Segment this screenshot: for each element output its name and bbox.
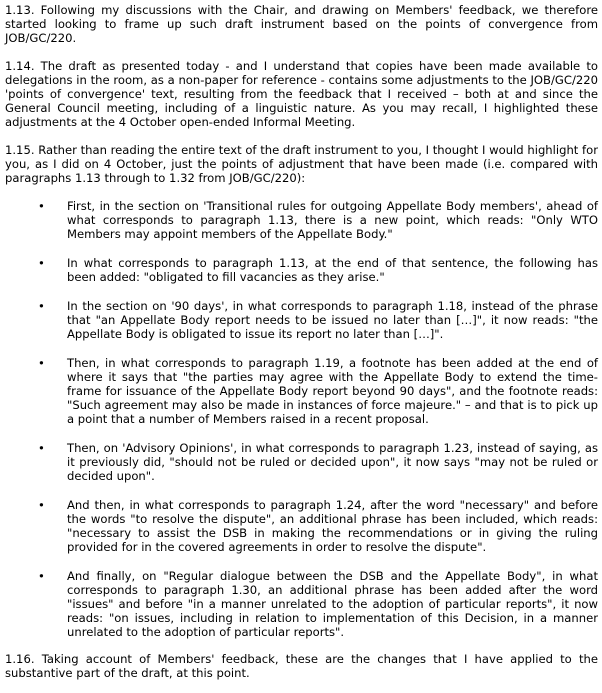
- list-item: [5, 256, 598, 284]
- adjustments-list: [5, 199, 598, 639]
- bullet-icon: •: [38, 256, 45, 270]
- list-item: [5, 498, 598, 554]
- bullet-icon: •: [38, 569, 45, 583]
- list-item-text: And then, in what corresponds to paragraph 1.24, after the word "necessary" and before the words "to resolve the dispute", an additional phrase has been included, which reads: "necessary to assist the DSB in making the recommendations or in giving the ruling provided for in the covered agreements in order to resolve the dispute".: [67, 498, 598, 554]
- list-item-text: In what corresponds to paragraph 1.13, at the end of that sentence, the following has been added: "obligated to fill vacancies as they arise.": [67, 256, 598, 284]
- bullet-icon: •: [38, 498, 45, 512]
- paragraph-1-15: 1.15. Rather than reading the entire text of the draft instrument to you, I thought I would highlight for you, as I did on 4 October, just the points of adjustment that have been made (i.e. compared with paragraphs 1.13 through to 1.32 from JOB/GC/220):: [5, 143, 598, 185]
- paragraph-1-16: 1.16. Taking account of Members' feedback, these are the changes that I have applied to the substantive part of the draft, at this point.: [5, 652, 598, 680]
- list-item-text: And finally, on "Regular dialogue between the DSB and the Appellate Body", in what corresponds to paragraph 1.30, an additional phrase has been added after the word "issues" and before "in a manner unrelated to the adoption of particular reports", it now reads: "on issues, including in relation to implementation of this Decision, in a manner unrelated to the adoption of particular reports".: [67, 569, 598, 639]
- bullet-icon: •: [38, 441, 45, 455]
- list-item: [5, 441, 598, 483]
- list-item-text: First, in the section on 'Transitional rules for outgoing Appellate Body members', ahead of what corresponds to paragraph 1.13, there is a new point, which reads: "Only WTO Members may appoint members of the Appellate Body.": [67, 199, 598, 241]
- bullet-icon: •: [38, 199, 45, 213]
- list-item: [5, 199, 598, 241]
- list-item-text: In the section on '90 days', in what corresponds to paragraph 1.18, instead of the phrase that "an Appellate Body report needs to be issued no later than […]", it now reads: "the Appellate Body is obligated to issue its report no later than […]".: [67, 299, 598, 341]
- bullet-icon: •: [38, 356, 45, 370]
- list-item-text: Then, in what corresponds to paragraph 1.19, a footnote has been added at the end of where it says that "the parties may agree with the Appellate Body to extend the time-frame for issuance of the Appellate Body report beyond 90 days", and the footnote reads: "Such agreement may also be made in instances of force majeure." – and that is to pick up a point that a number of Members raised in a recent proposal.: [67, 356, 598, 426]
- paragraph-1-14: 1.14. The draft as presented today - and I understand that copies have been made available to delegations in the room, as a non-paper for reference - contains some adjustments to the JOB/GC/220 'points of convergence' text, resulting from the feedback that I received – both at and since the General Council meeting, including of a linguistic nature. As you may recall, I highlighted these adjustments at the 4 October open-ended Informal Meeting.: [5, 59, 598, 129]
- list-item-text: Then, on 'Advisory Opinions', in what corresponds to paragraph 1.23, instead of saying, as it previously did, "should not be ruled or decided upon", it now says "may not be ruled or decided upon".: [67, 441, 598, 483]
- list-item: [5, 356, 598, 426]
- paragraph-1-13: 1.13. Following my discussions with the Chair, and drawing on Members' feedback, we therefore started looking to frame up such draft instrument based on the points of convergence from JOB/GC/220.: [5, 3, 598, 45]
- list-item: [5, 299, 598, 341]
- bullet-icon: •: [38, 299, 45, 313]
- list-item: [5, 569, 598, 639]
